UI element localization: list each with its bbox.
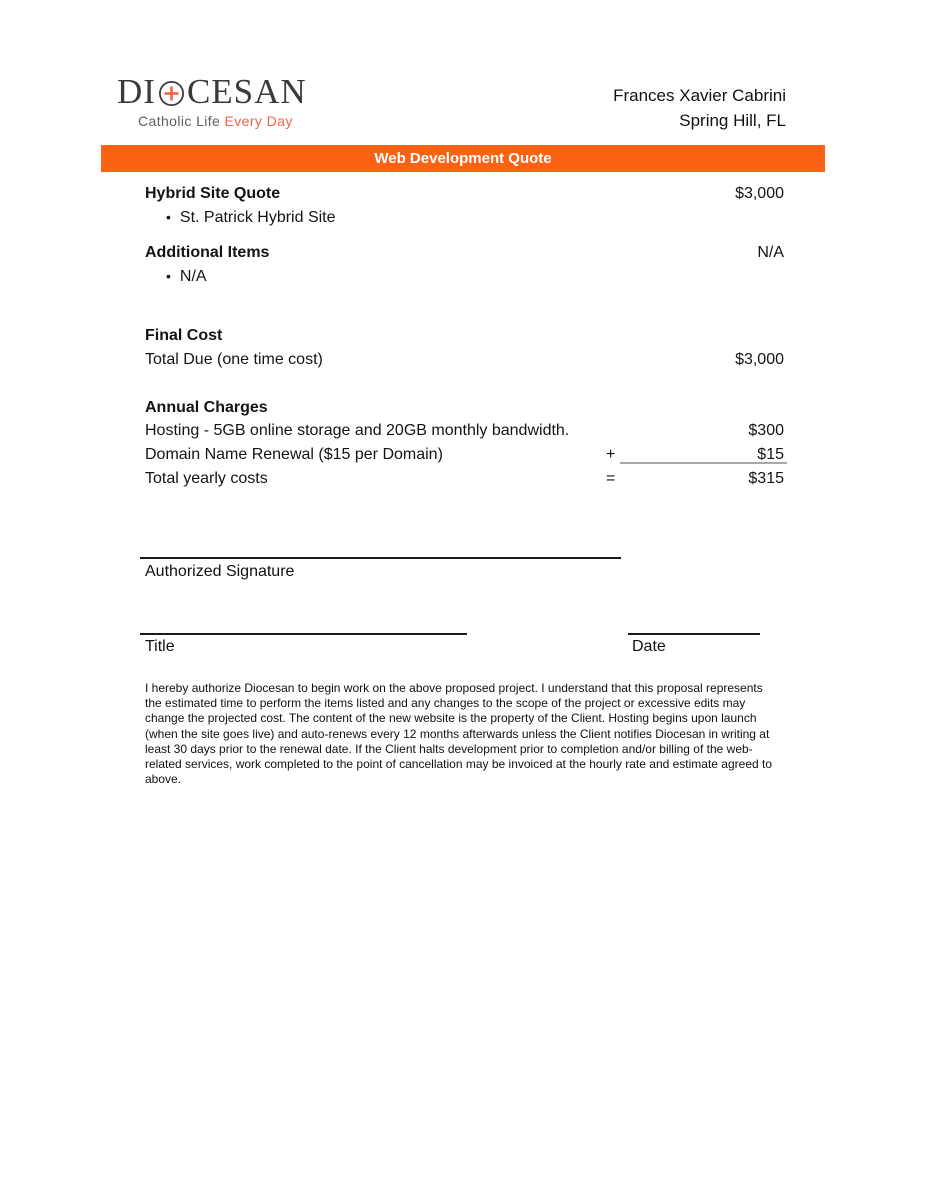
additional-items-row	[145, 243, 784, 262]
equals-operator: =	[606, 470, 616, 487]
hosting-label: Hosting - 5GB online storage and 20GB monthly bandwidth.	[145, 422, 570, 439]
annual-charges-title: Annual Charges	[145, 399, 268, 416]
circle-cross-icon	[158, 78, 185, 105]
hosting-value: $300	[748, 422, 784, 439]
total-yearly-label: Total yearly costs	[145, 470, 268, 487]
domain-renewal-value: $15	[757, 446, 784, 463]
brand-prefix: DI	[117, 72, 156, 111]
client-info	[613, 83, 786, 133]
brand-wordmark	[117, 74, 307, 109]
domain-renewal-label: Domain Name Renewal ($15 per Domain)	[145, 446, 443, 463]
total-due-row	[145, 350, 784, 369]
hybrid-site-bullet: • St. Patrick Hybrid Site	[166, 208, 336, 227]
additional-items-title: Additional Items	[145, 244, 270, 261]
total-due-label: Total Due (one time cost)	[145, 351, 323, 368]
date-label: Date	[632, 638, 666, 655]
final-cost-title: Final Cost	[145, 327, 223, 344]
hybrid-site-quote-value: $3,000	[735, 185, 784, 202]
plus-operator: +	[606, 446, 616, 463]
brand-suffix: CESAN	[186, 72, 307, 111]
total-yearly-value: $315	[748, 470, 784, 487]
additional-items-bullet: • N/A	[166, 267, 207, 286]
hybrid-site-quote-row	[145, 184, 784, 203]
annual-charges-header-row	[145, 398, 784, 417]
final-cost-header-row	[145, 326, 784, 345]
total-yearly-row	[145, 469, 784, 488]
tagline-accent: Every Day	[224, 113, 293, 129]
quote-banner	[101, 145, 825, 172]
authorized-signature-label: Authorized Signature	[145, 563, 295, 580]
date-line	[628, 633, 760, 635]
additional-items-value: N/A	[757, 244, 784, 261]
brand-tagline	[138, 113, 307, 129]
hybrid-site-quote-title: Hybrid Site Quote	[145, 185, 281, 202]
authorization-terms-text: I hereby authorize Diocesan to begin work on the above proposed project. I understand that this proposal represents the estimated time to perform the items listed and any changes to the scope of the project or excessive edits may change the projected cost. The content of the new website is the property of the Client. Hosting begins upon launch (when the site goes live) and auto-renews every 12 months afterwards unless the Client notifies Diocesan in writing at least 30 days prior to the renewal date. If the Client halts development prior to completion and/or billing of the web-related services, work completed to the point of cancellation may be invoiced at the hourly rate and estimate agreed to above.	[145, 681, 773, 787]
title-label: Title	[145, 638, 175, 655]
sum-divider-line	[620, 462, 787, 464]
title-line	[140, 633, 467, 635]
authorized-signature-line	[140, 557, 621, 559]
hosting-row	[145, 421, 784, 440]
diocesan-logo	[117, 74, 307, 129]
total-due-value: $3,000	[735, 351, 784, 368]
banner-title: Web Development Quote	[374, 150, 552, 167]
client-name: Frances Xavier Cabrini	[613, 86, 786, 105]
client-location: Spring Hill, FL	[679, 111, 786, 130]
tagline-main: Catholic Life	[138, 113, 221, 129]
